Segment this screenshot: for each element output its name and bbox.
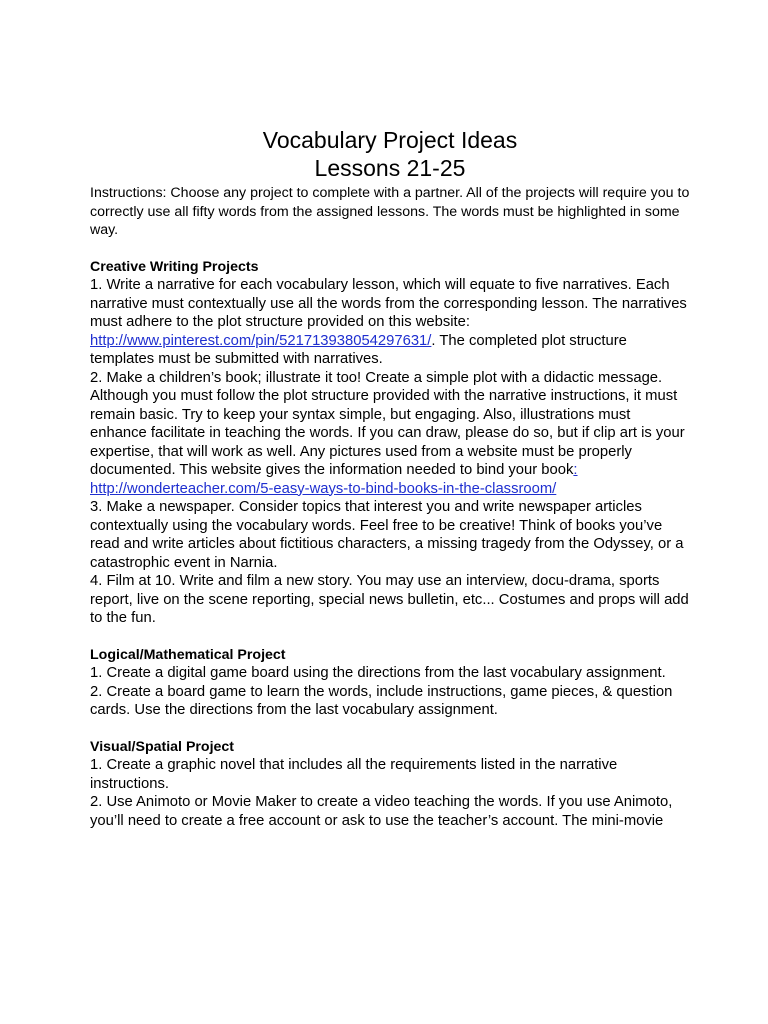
visual-item-1: 1. Create a graphic novel that includes all the requirements listed in the narrative instructions. (90, 757, 618, 792)
logical-heading: Logical/Mathematical Project (90, 646, 286, 663)
pinterest-link[interactable]: http://www.pinterest.com/pin/521713938054297631/ (90, 332, 432, 349)
creative-item-1-text: 1. Write a narrative for each vocabulary lesson, which will equate to five narratives. Each narrative must contextually use all the words from the corresponding lesson. The narratives must adhere to the plot structure provided on this website: (90, 277, 687, 330)
subtitle-line: Lessons 21-25 (314, 155, 466, 181)
logical-section (90, 646, 690, 720)
title-line: Vocabulary Project Ideas (262, 127, 518, 153)
instructions-paragraph: Instructions: Choose any project to complete with a partner. All of the projects will require you to correctly use all fifty words from the assigned lessons. The words must be highlighted in some way. (90, 185, 690, 238)
creative-writing-heading: Creative Writing Projects (90, 258, 259, 275)
visual-heading: Visual/Spatial Project (90, 738, 235, 755)
wonderteacher-link[interactable]: : http://wonderteacher.com/5-easy-ways-to-bind-books-in-the-classroom/ (90, 462, 578, 497)
creative-item-2-text: 2. Make a children’s book; illustrate it too! Create a simple plot with a didactic message. Although you must follow the plot structure provided with the narrative instructions, it must remain basic. Try to keep your syntax simple, but engaging. Also, illustrations must enhance facilitate in teaching the words. If you can draw, please do so, but if clip art is your expertise, that will work as well. Any pictures used from a website must be properly documented. This website gives the information needed to bind your book (90, 369, 685, 478)
creative-writing-section (90, 258, 690, 628)
creative-item-2 (90, 369, 690, 499)
logical-item-1: 1. Create a digital game board using the directions from the last vocabulary assignment. (90, 665, 666, 681)
document-page (90, 126, 690, 830)
creative-item-4: 4. Film at 10. Write and film a new story. You may use an interview, docu-drama, sports report, live on the scene reporting, special news bulletin, etc... Costumes and props will add to the fun. (90, 573, 689, 626)
logical-item-2: 2. Create a board game to learn the words, include instructions, game pieces, & question cards. Use the directions from the last vocabulary assignment. (90, 683, 673, 718)
creative-item-1-after: . The completed plot structure templates must be submitted with narratives. (90, 332, 627, 367)
visual-item-2: 2. Use Animoto or Movie Maker to create a video teaching the words. If you use Animoto, you’ll need to create a free account or ask to use the teacher’s account. The mini-movie (90, 794, 673, 829)
visual-section (90, 738, 690, 831)
creative-item-1 (90, 276, 690, 369)
document-title (90, 126, 690, 182)
creative-item-3: 3. Make a newspaper. Consider topics that interest you and write newspaper articles contextually using the vocabulary words. Feel free to be creative! Think of books you’ve read and write articles about fictitious characters, a missing tragedy from the Odyssey, or a catastrophic event in Narnia. (90, 499, 684, 571)
